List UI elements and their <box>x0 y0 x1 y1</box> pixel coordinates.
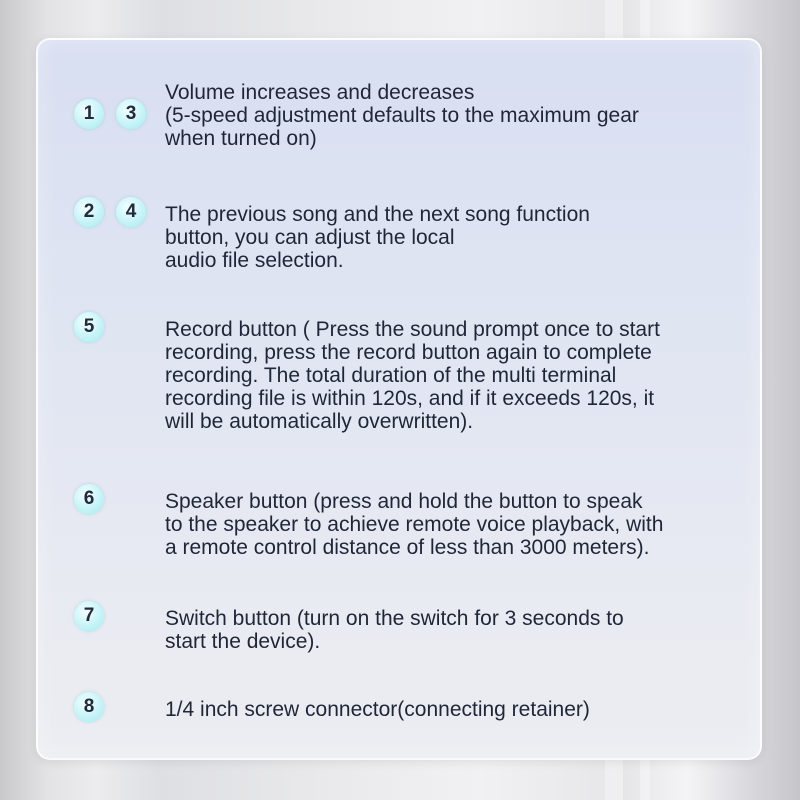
badge-4: 4 <box>116 197 146 227</box>
badge-6: 6 <box>74 484 104 514</box>
item-6-description: Speaker button (press and hold the button to speak to the speaker to achieve remote voice playback, with a remote control distance of less than 3000 meters). <box>165 490 664 559</box>
badge-3: 3 <box>116 99 146 129</box>
item-8-description: 1/4 inch screw connector(connecting retainer) <box>165 698 590 721</box>
badge-2: 2 <box>74 197 104 227</box>
badge-8: 8 <box>74 692 104 722</box>
item-1-3-description: Volume increases and decreases (5-speed adjustment defaults to the maximum gear when turned on) <box>165 81 639 150</box>
item-7-description: Switch button (turn on the switch for 3 seconds to start the device). <box>165 607 624 653</box>
item-2-4-description: The previous song and the next song function button, you can adjust the local audio file selection. <box>165 203 590 272</box>
item-5-description: Record button ( Press the sound prompt once to start recording, press the record button again to complete recording. The total duration of the multi terminal recording file is within 120s, and if it exceeds 120s, it will be automatically overwritten). <box>165 318 660 433</box>
badge-1: 1 <box>74 99 104 129</box>
badge-7: 7 <box>74 601 104 631</box>
badge-5: 5 <box>74 312 104 342</box>
